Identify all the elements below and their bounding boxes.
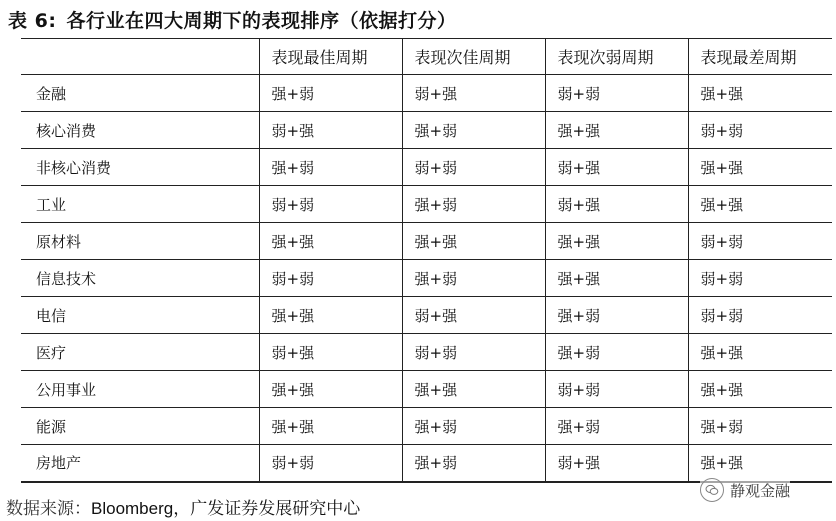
header-row	[21, 39, 832, 75]
table-cell: 强+强	[688, 445, 832, 482]
table-cell: 弱+弱	[259, 260, 402, 297]
table-cell: 弱+弱	[545, 371, 688, 408]
table-cell: 弱+强	[259, 112, 402, 149]
table-row	[21, 445, 832, 482]
table-cell: 强+弱	[259, 149, 402, 186]
wechat-icon	[700, 478, 724, 502]
table-row	[21, 223, 832, 260]
table-cell: 弱+弱	[259, 186, 402, 223]
table-cell: 弱+弱	[688, 297, 832, 334]
table-cell: 强+弱	[402, 445, 545, 482]
table-cell: 强+强	[688, 371, 832, 408]
sector-name: 能源	[21, 408, 259, 445]
table-cell: 弱+弱	[688, 223, 832, 260]
table-row	[21, 149, 832, 186]
table-row	[21, 297, 832, 334]
sector-name: 电信	[21, 297, 259, 334]
sector-name: 原材料	[21, 223, 259, 260]
table-cell: 弱+弱	[259, 445, 402, 482]
sector-name: 工业	[21, 186, 259, 223]
table-cell: 弱+强	[402, 297, 545, 334]
sector-ranking-table	[21, 38, 832, 483]
table-cell: 强+强	[259, 371, 402, 408]
table-cell: 强+强	[688, 75, 832, 112]
table-cell: 强+强	[545, 112, 688, 149]
table-cell: 弱+弱	[688, 112, 832, 149]
header-cell-second-best: 表现次佳周期	[402, 39, 545, 75]
watermark-text: 静观金融	[730, 481, 791, 500]
table-title	[8, 6, 456, 33]
table-row	[21, 334, 832, 371]
table-cell: 强+强	[545, 260, 688, 297]
table-cell: 弱+强	[259, 334, 402, 371]
table-cell: 强+强	[688, 334, 832, 371]
table-cell: 强+弱	[402, 408, 545, 445]
table-cell: 弱+强	[545, 149, 688, 186]
table-cell: 弱+强	[545, 186, 688, 223]
source-label: 数据来源：	[6, 499, 91, 519]
table-cell: 强+弱	[259, 75, 402, 112]
table-cell: 弱+弱	[402, 149, 545, 186]
header-cell-sector	[21, 39, 259, 75]
table-row	[21, 75, 832, 112]
table-cell: 弱+弱	[688, 260, 832, 297]
sector-name: 信息技术	[21, 260, 259, 297]
table-cell: 强+强	[688, 186, 832, 223]
table-cell: 强+强	[688, 149, 832, 186]
table-cell: 强+强	[259, 408, 402, 445]
table-row	[21, 112, 832, 149]
table-cell: 强+强	[545, 223, 688, 260]
table-cell: 强+弱	[545, 297, 688, 334]
table-row	[21, 408, 832, 445]
table-row	[21, 260, 832, 297]
table-cell: 弱+强	[545, 445, 688, 482]
table-cell: 强+弱	[688, 408, 832, 445]
table-cell: 强+弱	[402, 112, 545, 149]
watermark	[700, 478, 790, 502]
header-cell-worst: 表现最差周期	[688, 39, 832, 75]
sector-name: 核心消费	[21, 112, 259, 149]
header-cell-second-weakest: 表现次弱周期	[545, 39, 688, 75]
table-row	[21, 186, 832, 223]
sector-name: 金融	[21, 75, 259, 112]
header-cell-best: 表现最佳周期	[259, 39, 402, 75]
table-cell: 弱+弱	[545, 75, 688, 112]
table-cell: 强+弱	[402, 260, 545, 297]
table-cell: 弱+弱	[402, 334, 545, 371]
sector-name: 医疗	[21, 334, 259, 371]
table-caption: 各行业在四大周期下的表现排序（依据打分）	[66, 10, 457, 32]
sector-name: 公用事业	[21, 371, 259, 408]
table-cell: 强+强	[259, 223, 402, 260]
table-cell: 弱+强	[402, 75, 545, 112]
table-cell: 强+强	[402, 223, 545, 260]
sector-name: 房地产	[21, 445, 259, 482]
source-text: Bloomberg，广发证券发展研究中心	[91, 499, 361, 518]
table-cell: 强+弱	[545, 408, 688, 445]
table-number: 表 6:	[8, 10, 57, 32]
sector-name: 非核心消费	[21, 149, 259, 186]
table-cell: 强+强	[402, 371, 545, 408]
table-row	[21, 371, 832, 408]
source-note	[6, 494, 360, 519]
table-cell: 强+弱	[545, 334, 688, 371]
table-cell: 强+强	[259, 297, 402, 334]
table-cell: 强+弱	[402, 186, 545, 223]
